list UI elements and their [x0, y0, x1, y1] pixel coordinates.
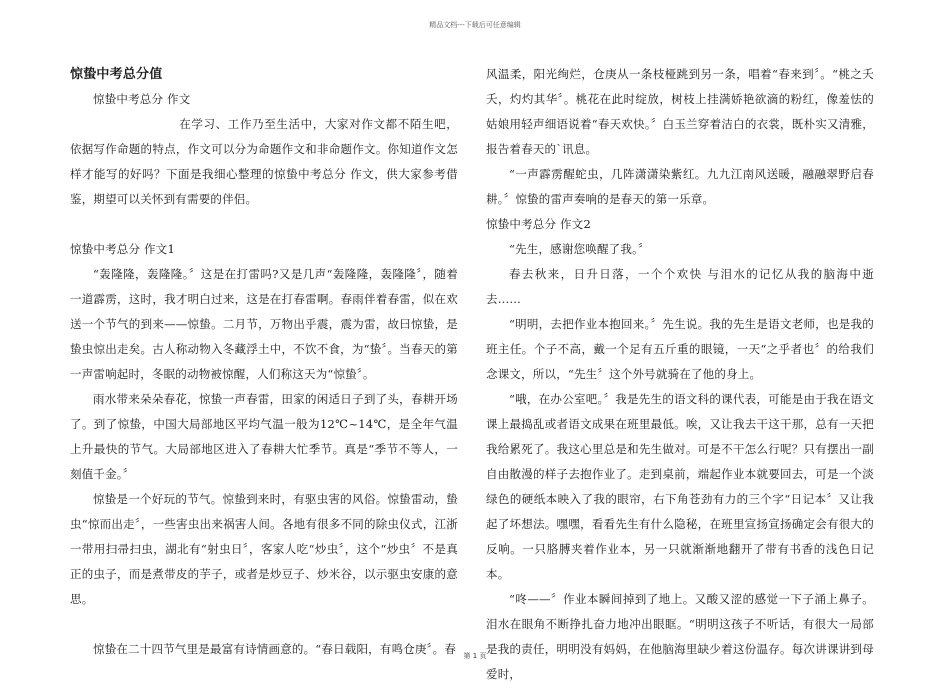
body-paragraph: “一声霹雳醒蛇虫，几阵潇潇染紫红。九九江南风送暖，融融翠野启春耕。〞惊蛰的雷声奏响的是春天的第一乐章。: [486, 167, 874, 206]
body-paragraph: 春去秋来，日升日落，一个个欢快 与泪水的记忆从我的脑海中逝去……: [486, 267, 874, 306]
left-column: [70, 62, 458, 662]
body-paragraph: “哦，在办公室吧。〞我是先生的语文科的课代表，可能是由于我在语文课上最捣乱或者语文成果在班里最低。唉，又让我去干这干那，总有一天把我给累死了。我这心里总是和先生做对。可是不干怎么行呢？只有摆出一副自由散漫的样子去抱作业了。走到桌前，端起作业本就要回去，可是一个淡绿色的硬纸本映入了我的眼帘，右下角苍劲有力的三个字“日记本〞又让我起了坏想法。嘿嘿，看看先生有什么隐秘，在班里宣扬宣扬确定会有很大的反响。一只胳膊夹着作业本，另一只就渐渐地翻开了带有书香的浅色日记本。: [486, 392, 874, 581]
body-paragraph: 惊蛰是一个好玩的节气。惊蛰到来时，有驱虫害的风俗。惊蛰雷动，蛰虫“惊而出走〞，一些害虫出来祸害人间。各地有很多不同的除虫仪式，江浙一带用扫帚扫虫，湖北有“射虫日〞，客家人吃“炒虫〞，这个“炒虫〞不是真正的虫子，而是煮带皮的芋子，或者是炒豆子、炒米谷，以示驱虫安康的意思。: [70, 492, 458, 606]
document-title: 惊蛰中考总分值: [70, 67, 163, 82]
body-paragraph: 风温柔，阳光绚烂，仓庚从一条枝桠跳到另一条，唱着“春来到〞。“桃之夭夭，灼灼其华〞。桃花在此时绽放，树枝上挂满娇艳欲滴的粉红，像羞怯的姑娘用轻声细语说着“春天欢快。〞白玉兰穿着洁白的衣裳，既朴实又清雅，报告着春天的`讯息。: [486, 67, 874, 156]
body-paragraph: 雨水带来朵朵春花，惊蛰一声春雷，田家的闲适日子到了头，春耕开场了。到了惊蛰，中国大局部地区平均气温一般为12℃~14℃，是全年气温上升最快的节气。大局部地区进入了春耕大忙季节。真是“季节不等人，一刻值千金。〞: [70, 392, 458, 481]
body-paragraph: “先生，感谢您唤醒了我。〞: [509, 242, 650, 256]
section-spacer: [70, 612, 458, 637]
body-paragraph: “轰隆隆，轰隆隆。〞这是在打雷吗?又是几声“轰隆隆，轰隆隆〞，随着一道霹雳，这时，我才明白过来，这是在打春雷啊。春雨伴着春雷，似在欢送一个节气的到来——惊蛰。二月节，万物出乎震，震为雷，故曰惊蛰，是蛰虫惊出走矣。古人称动物入冬藏浮土中，不饮不食，为“蛰〞。当春天的第一声雷响起时，冬眠的动物被惊醒，人们称这天为“惊蛰〞。: [70, 267, 458, 381]
subtitle: 惊蛰中考总分 作文: [93, 92, 191, 106]
body-paragraph: 惊蛰在二十四节气里是最富有诗情画意的。“春日载阳，有鸣仓庚〞。春: [93, 642, 457, 656]
page-header: 精品文档---下载后可任意编辑: [429, 21, 521, 29]
intro-paragraph: 在学习、工作乃至生活中，大家对作文都不陌生吧，依据写作命题的特点，作文可以分为命题作文和非命题作文。你知道作文怎样才能写的好吗？下面是我细心整理的惊蛰中考总分 作文，供大家参考借鉴，期望可以关怀到有需要的伴侣。: [70, 117, 458, 206]
section-spacer: [70, 212, 458, 237]
essay2-heading: 惊蛰中考总分 作文2: [486, 217, 591, 231]
page-number: 第 1 页: [463, 652, 487, 660]
body-paragraph: “咚——〞作业本瞬间掉到了地上。又酸又涩的感觉一下子涌上鼻子。泪水在眼角不断挣扎奋力地冲出眼眶。“明明这孩子不听话，有很大一局部是我的责任，明明没有妈妈，在他脑海里缺少着这份温存。每次讲课讲到母爱时，: [486, 592, 874, 681]
body-paragraph: “明明，去把作业本抱回来。〞先生说。我的先生是语文老师，也是我的班主任。个子不高，戴一个足有五斤重的眼镜，一天“之乎者也〞的给我们念课文，所以，“先生〞这个外号就骑在了他的身上。: [486, 317, 874, 381]
essay1-heading: 惊蛰中考总分 作文1: [70, 242, 175, 256]
right-column: [486, 62, 874, 687]
